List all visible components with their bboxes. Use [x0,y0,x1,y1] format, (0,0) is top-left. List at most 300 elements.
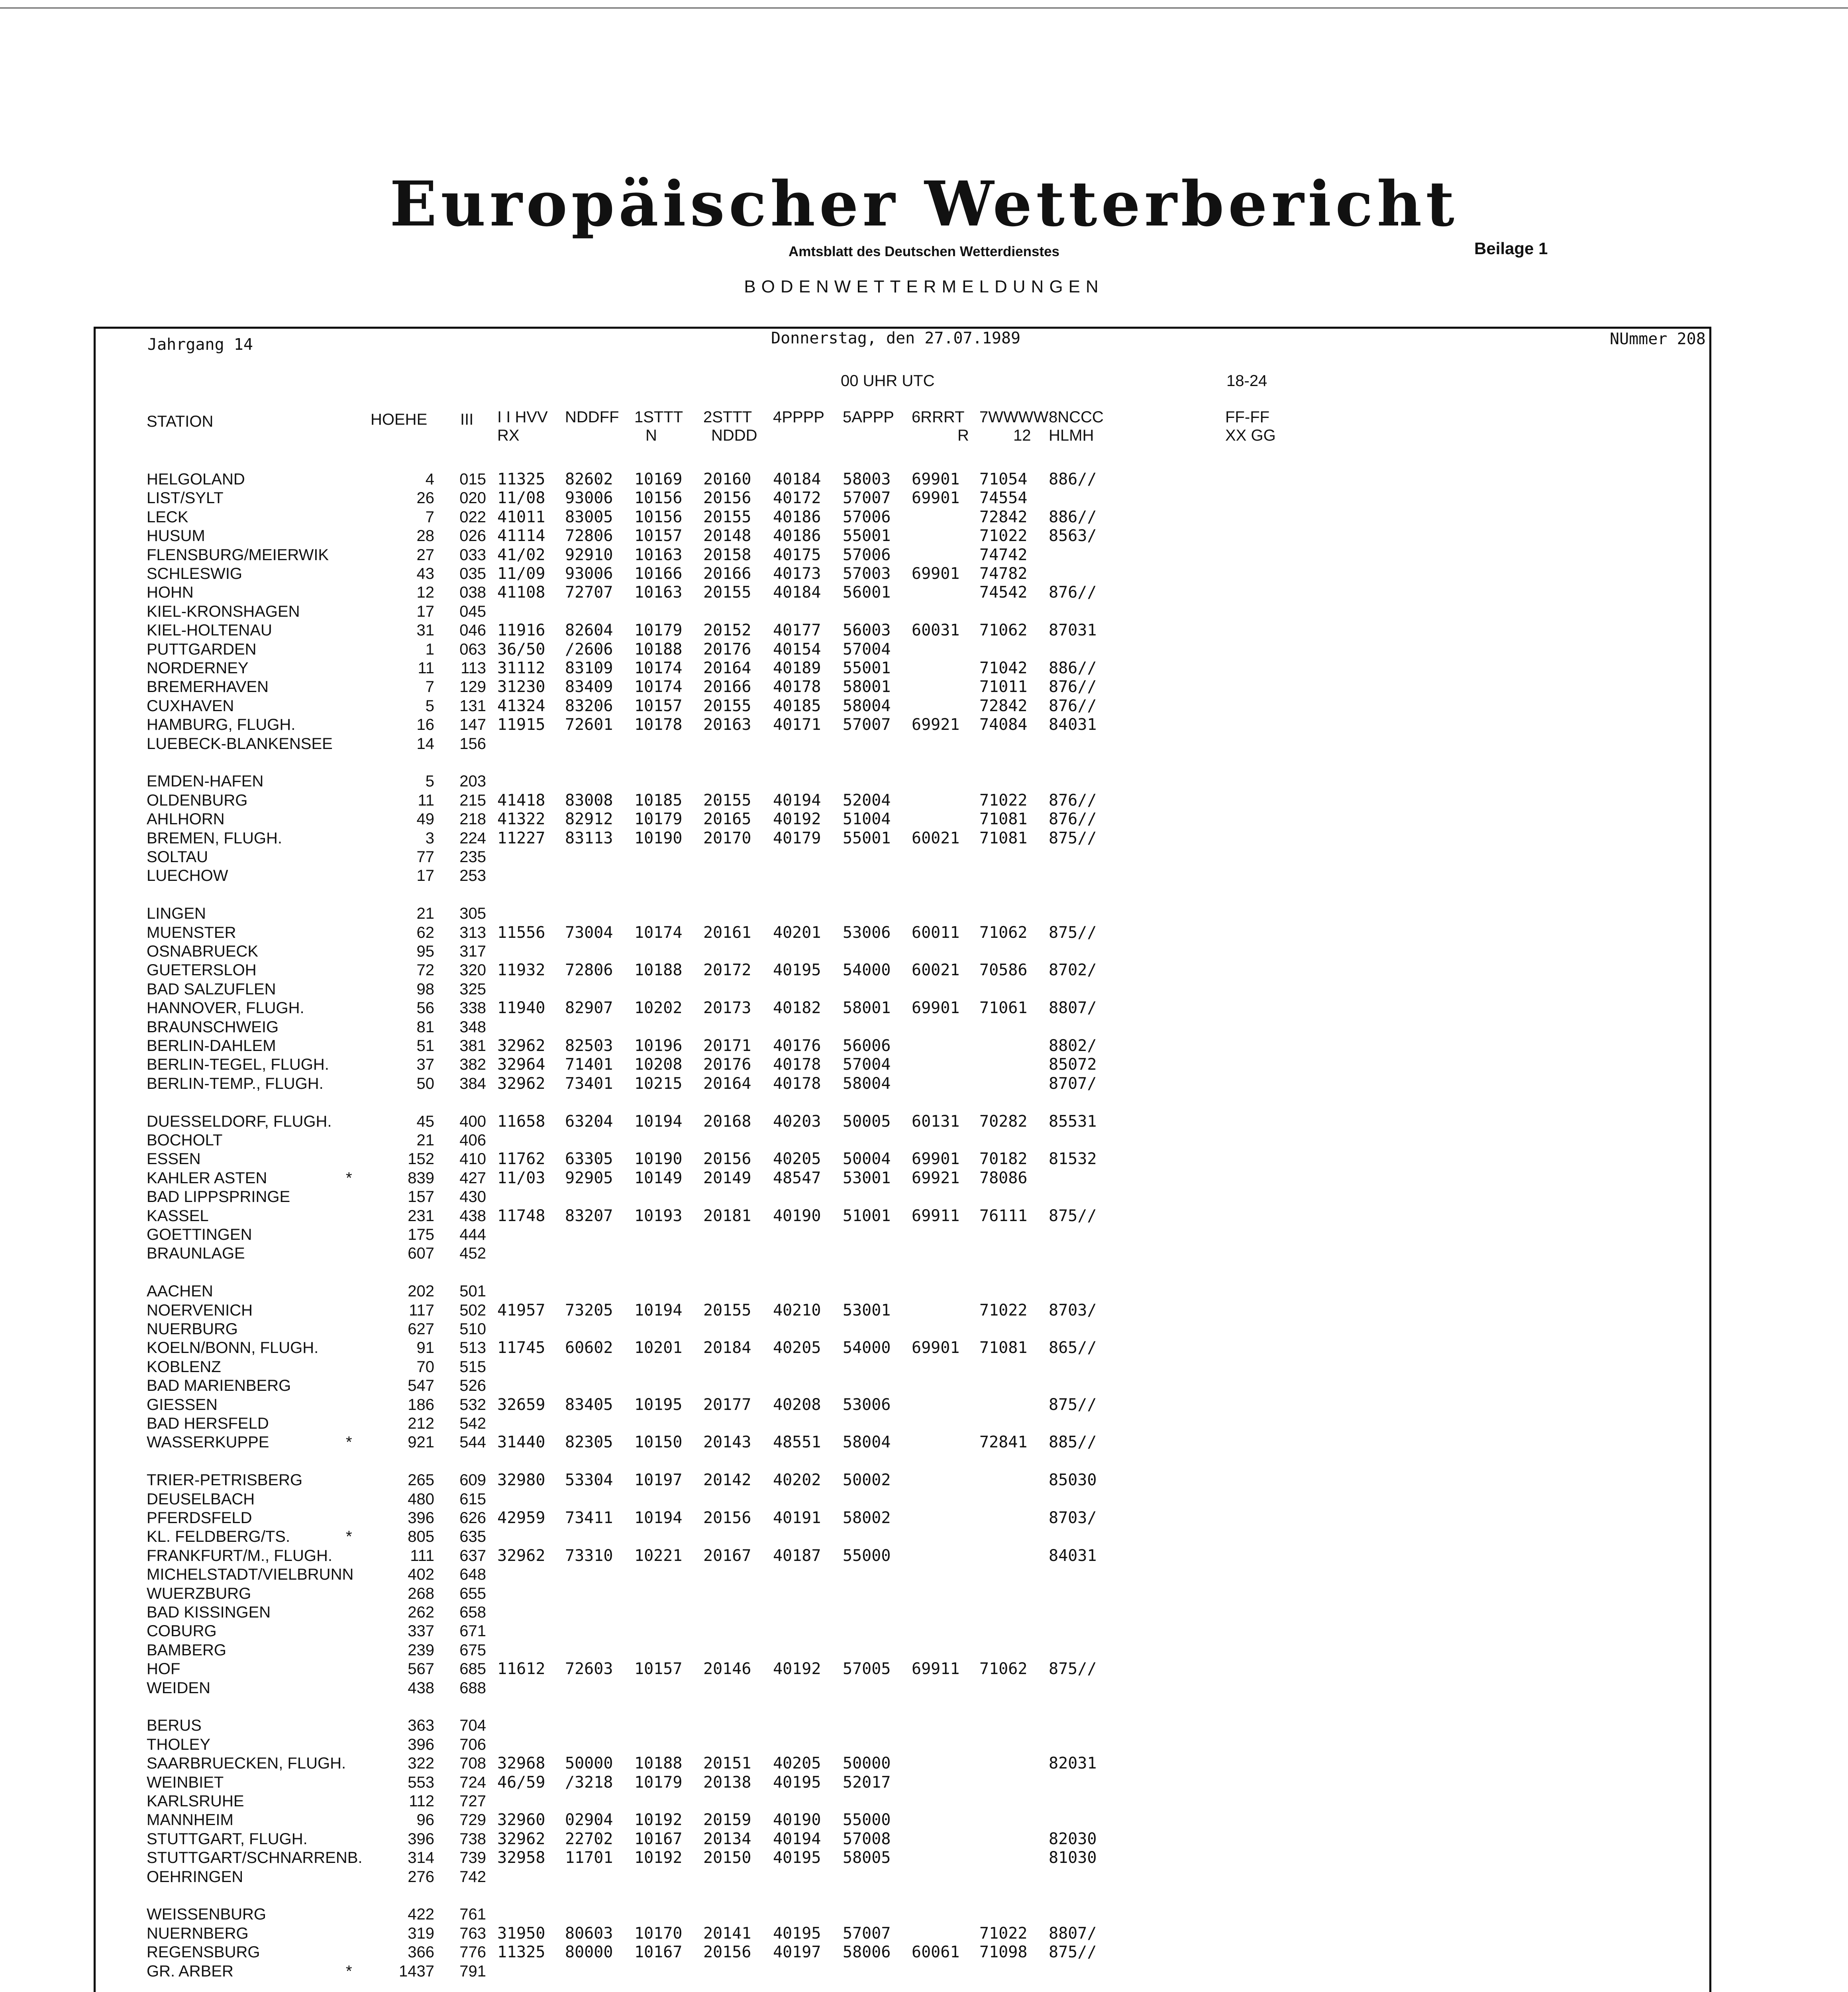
synop-group-5: 40192 [773,810,821,829]
col-3-bottom: N [645,427,657,444]
synop-group-4: 20156 [703,1150,751,1169]
time-range: 18-24 [1226,372,1267,390]
station-height: 7 [425,508,434,526]
station-name: BRAUNSCHWEIG [147,1018,279,1036]
table-row [0,1339,1848,1357]
synop-group-8: 74542 [979,583,1028,602]
station-index: 532 [459,1396,486,1414]
station-name: BERLIN-TEMP., FLUGH. [147,1074,324,1092]
synop-group-3: 10188 [634,640,683,659]
synop-group-3: 10188 [634,961,683,980]
synop-group-4: 20155 [703,583,751,602]
table-row [0,1509,1848,1527]
synop-group-2: 53304 [565,1471,613,1490]
synop-group-4: 20167 [703,1546,751,1565]
observation-time: 00 UHR UTC [841,372,935,390]
station-index: 501 [459,1282,486,1300]
table-row [0,1074,1848,1093]
station-name: BERLIN-DAHLEM [147,1037,276,1055]
synop-group-3: 10167 [634,1943,683,1962]
synop-group-1: 32960 [497,1811,545,1829]
station-index: 729 [459,1811,486,1829]
synop-group-7: 69921 [912,716,960,734]
synop-group-9: 886// [1049,470,1097,488]
station-index: 026 [459,527,486,545]
station-name: BREMERHAVEN [147,678,269,696]
synop-group-2: 22702 [565,1829,613,1848]
synop-group-8: 71022 [979,791,1028,810]
synop-group-5: 40195 [773,961,821,980]
synop-group-3: 10156 [634,508,683,526]
synop-group-7: 60031 [912,621,960,640]
station-index: 635 [459,1528,486,1546]
station-index: 325 [459,980,486,998]
synop-group-4: 20151 [703,1754,751,1773]
station-name: GR. ARBER [147,1962,233,1980]
synop-group-4: 20158 [703,545,751,564]
synop-group-9: 81030 [1049,1849,1097,1867]
station-height: 5 [425,697,434,715]
synop-group-6: 58002 [843,1509,891,1527]
synop-group-2: 82602 [565,470,613,488]
station-height: 627 [408,1320,434,1338]
station-index: 382 [459,1056,486,1074]
station-index: 513 [459,1339,486,1357]
synop-group-5: 48551 [773,1433,821,1452]
station-name: LECK [147,508,188,526]
table-row [0,1792,1848,1811]
synop-group-6: 58003 [843,470,891,488]
synop-group-4: 20166 [703,678,751,696]
synop-group-5: 40195 [773,1849,821,1867]
synop-group-2: 11701 [565,1849,613,1867]
table-row [0,1754,1848,1773]
synop-group-1: 32659 [497,1395,545,1414]
synop-group-1: 41108 [497,583,545,602]
synop-group-7: 69901 [912,999,960,1018]
synop-group-5: 40210 [773,1301,821,1320]
table-row [0,489,1848,508]
synop-group-5: 40187 [773,1546,821,1565]
table-row [0,697,1848,716]
synop-group-5: 40177 [773,621,821,640]
station-height: 111 [410,1547,434,1565]
synop-group-6: 53006 [843,923,891,942]
table-row [0,1188,1848,1206]
synop-group-6: 50002 [843,1471,891,1490]
station-height: 11 [418,659,434,677]
station-height: 51 [416,1037,434,1055]
station-name: WEIDEN [147,1679,210,1697]
station-name: HUSUM [147,527,205,545]
table-row [0,923,1848,942]
table-row [0,1396,1848,1414]
synop-group-4: 20168 [703,1112,751,1131]
station-name: CUXHAVEN [147,697,234,715]
synop-group-7: 60131 [912,1112,960,1131]
synop-group-6: 54000 [843,961,891,980]
synop-group-9: 876// [1049,696,1097,715]
synop-group-9: 885// [1049,1433,1097,1452]
synop-group-3: 10193 [634,1206,683,1225]
table-row [0,1282,1848,1301]
synop-group-3: 10156 [634,489,683,508]
table-row [0,1433,1848,1452]
synop-group-9: 85072 [1049,1055,1097,1074]
col-hoehe: HOEHE [371,411,428,428]
synop-group-2: /3218 [565,1773,613,1792]
synop-group-8: 74782 [979,565,1028,583]
station-height: 62 [416,923,434,941]
synop-group-1: 32968 [497,1754,545,1773]
station-name: PFERDSFELD [147,1509,252,1527]
station-index: 452 [459,1245,486,1263]
table-row [0,1112,1848,1131]
station-height: 547 [408,1377,434,1395]
synop-group-2: 72603 [565,1660,613,1678]
col-station: STATION [147,413,214,430]
station-index: 444 [459,1226,486,1243]
synop-group-1: 41418 [497,791,545,810]
synop-group-2: 82305 [565,1433,613,1452]
table-row [0,1830,1848,1849]
table-row [0,980,1848,999]
station-height: 396 [408,1509,434,1527]
synop-group-7: 69901 [912,1339,960,1357]
synop-group-5: 40175 [773,545,821,564]
station-name: MICHELSTADT/VIELBRUNN [147,1566,354,1584]
synop-group-3: 10194 [634,1509,683,1527]
table-row [0,1641,1848,1660]
synop-group-1: 32980 [497,1471,545,1490]
synop-group-6: 57007 [843,716,891,734]
station-name: BERLIN-TEGEL, FLUGH. [147,1056,329,1074]
synop-group-4: 20155 [703,508,751,526]
station-height: 276 [408,1868,434,1886]
station-index: 706 [459,1735,486,1753]
synop-group-3: 10194 [634,1301,683,1320]
station-index: 218 [459,810,486,828]
synop-group-5: 40192 [773,1660,821,1678]
table-row [0,1924,1848,1943]
synop-group-7: 60011 [912,923,960,942]
station-name: BAD LIPPSPRINGE [147,1188,290,1206]
synop-group-1: 11612 [497,1660,545,1678]
station-name: HELGOLAND [147,471,245,488]
synop-group-9: 85531 [1049,1112,1097,1131]
station-height: 37 [416,1056,434,1074]
synop-group-5: 40186 [773,527,821,545]
station-index: 035 [459,565,486,582]
station-height: 262 [408,1604,434,1621]
col-7-header [912,408,969,445]
synop-group-2: 73310 [565,1546,613,1565]
synop-group-8: 70282 [979,1112,1028,1131]
synop-group-5: 40205 [773,1150,821,1169]
synop-group-4: 20177 [703,1395,751,1414]
report-date: Donnerstag, den 27.07.1989 [771,329,1021,347]
synop-group-6: 52004 [843,791,891,810]
synop-group-1: 41957 [497,1301,545,1320]
station-height: 91 [416,1339,434,1357]
synop-group-2: 92910 [565,545,613,564]
station-name: NORDERNEY [147,659,249,677]
station-name: BRAUNLAGE [147,1245,245,1263]
col-5-header [773,408,824,426]
station-height: 422 [408,1906,434,1923]
synop-group-1: 11/09 [497,565,545,583]
synop-group-1: 11748 [497,1206,545,1225]
synop-group-2: 82604 [565,621,613,640]
station-index: 384 [459,1074,486,1092]
synop-group-9: 8802/ [1049,1037,1097,1055]
synop-group-5: 40178 [773,1055,821,1074]
table-row [0,1565,1848,1584]
station-index: 776 [459,1943,486,1961]
synop-group-4: 20172 [703,961,751,980]
station-index: 626 [459,1509,486,1527]
synop-group-6: 57004 [843,1055,891,1074]
station-height: 45 [416,1112,434,1130]
synop-group-1: 46/59 [497,1773,545,1792]
station-index: 542 [459,1415,486,1432]
station-index: 675 [459,1641,486,1659]
synop-group-7: 69901 [912,1150,960,1169]
synop-group-8: 71062 [979,1660,1028,1678]
table-row [0,999,1848,1018]
synop-group-3: 10178 [634,716,683,734]
table-row [0,1490,1848,1509]
synop-group-2: 72601 [565,716,613,734]
synop-group-6: 58006 [843,1943,891,1962]
synop-group-1: 42959 [497,1509,545,1527]
col-4-bottom: NDDD [711,427,757,444]
table-row [0,716,1848,734]
station-index: 438 [459,1207,486,1225]
synop-group-6: 57007 [843,1924,891,1943]
synop-group-3: 10169 [634,470,683,488]
synop-group-5: 40191 [773,1509,821,1527]
table-row [0,1603,1848,1622]
col-3-header [634,408,683,445]
station-index: 609 [459,1471,486,1489]
station-index: 430 [459,1188,486,1206]
jahrgang: Jahrgang 14 [147,335,253,354]
synop-group-5: 40190 [773,1206,821,1225]
station-name: KIEL-KRONSHAGEN [147,602,300,620]
synop-group-2: 82912 [565,810,613,829]
synop-group-5: 40202 [773,1471,821,1490]
synop-group-6: 53001 [843,1301,891,1320]
col-7-top: 6RRRT [912,408,965,426]
station-index: 791 [459,1962,486,1980]
station-height: 14 [416,735,434,753]
table-row [0,1584,1848,1603]
station-height: 268 [408,1584,434,1602]
synop-group-2: 63305 [565,1150,613,1169]
synop-group-2: 02904 [565,1811,613,1829]
station-name: NUERNBERG [147,1924,249,1942]
synop-group-4: 20165 [703,810,751,829]
synop-group-8: 76111 [979,1206,1028,1225]
table-row [0,1735,1848,1754]
synop-group-8: 70586 [979,961,1028,980]
synop-group-3: 10150 [634,1433,683,1452]
synop-group-6: 58004 [843,1074,891,1093]
station-index: 685 [459,1660,486,1678]
table-row [0,848,1848,867]
station-name: HAMBURG, FLUGH. [147,716,296,734]
station-height: 319 [408,1924,434,1942]
synop-group-5: 40182 [773,999,821,1018]
synop-group-9: 8807/ [1049,999,1097,1018]
synop-group-9: 875// [1049,1943,1097,1962]
synop-group-7: 69901 [912,565,960,583]
station-index: 515 [459,1358,486,1376]
station-height: 314 [408,1849,434,1867]
synop-group-4: 20170 [703,829,751,847]
station-height: 157 [408,1188,434,1206]
station-index: 727 [459,1792,486,1810]
synop-group-6: 54000 [843,1339,891,1357]
table-row [0,1905,1848,1924]
col-1-bottom: RX [497,427,520,444]
station-name: KOBLENZ [147,1358,221,1376]
station-index: 742 [459,1868,486,1886]
station-height: 17 [416,602,434,620]
synop-group-5: 40201 [773,923,821,942]
synop-group-3: 10190 [634,829,683,847]
station-height: 95 [416,943,434,960]
synop-group-5: 40197 [773,1943,821,1962]
synop-group-2: 83207 [565,1206,613,1225]
station-index: 544 [459,1433,486,1451]
station-index: 655 [459,1584,486,1602]
synop-group-2: 63204 [565,1112,613,1131]
synop-group-4: 20150 [703,1849,751,1867]
station-height: 186 [408,1396,434,1414]
station-index: 129 [459,678,486,696]
synop-group-5: 40186 [773,508,821,526]
synop-group-8: 72841 [979,1433,1028,1452]
col-1-top: I I HVV [497,408,548,426]
synop-group-5: 40194 [773,791,821,810]
synop-group-5: 40172 [773,489,821,508]
synop-group-3: 10174 [634,659,683,677]
station-name: NOERVENICH [147,1301,253,1319]
station-name: BOCHOLT [147,1131,223,1149]
station-name: COBURG [147,1622,217,1640]
station-name: DEUSELBACH [147,1490,255,1508]
station-index: 406 [459,1131,486,1149]
synop-group-1: 32964 [497,1055,545,1074]
station-height: 438 [408,1679,434,1697]
station-name: FRANKFURT/M., FLUGH. [147,1547,332,1565]
synop-group-8: 71022 [979,527,1028,545]
synop-group-6: 53006 [843,1395,891,1414]
synop-group-2: 72707 [565,583,613,602]
synop-group-7: 69921 [912,1169,960,1187]
synop-group-9: 84031 [1049,1546,1097,1565]
synop-group-2: 60602 [565,1339,613,1357]
col-3-top: 1STTT [634,408,683,426]
station-name: NUERBURG [147,1320,238,1338]
synop-group-5: 40195 [773,1924,821,1943]
synop-group-8: 71022 [979,1924,1028,1943]
station-height: 337 [408,1622,434,1640]
synop-group-3: 10167 [634,1829,683,1848]
synop-group-1: 32962 [497,1829,545,1848]
station-name: GIESSEN [147,1396,218,1414]
synop-group-9: 84031 [1049,716,1097,734]
synop-group-3: 10190 [634,1150,683,1169]
synop-group-1: 11325 [497,1943,545,1962]
station-height: 21 [416,905,434,923]
col-6-top: 5APPP [843,408,894,426]
synop-group-8: 71042 [979,659,1028,677]
synop-group-1: 31950 [497,1924,545,1943]
synop-group-6: 57004 [843,640,891,659]
synop-group-2: 71401 [565,1055,613,1074]
table-row [0,1169,1848,1188]
synop-group-2: 50000 [565,1754,613,1773]
station-height: 839 [408,1169,434,1187]
station-index: 763 [459,1924,486,1942]
station-index: 348 [459,1018,486,1036]
col-9-bottom: HLMH [1049,427,1094,444]
synop-group-8: 71081 [979,1339,1028,1357]
table-row [0,1716,1848,1735]
synop-group-4: 20138 [703,1773,751,1792]
station-name: TRIER-PETRISBERG [147,1471,303,1489]
table-row [0,1943,1848,1962]
station-name: LUEBECK-BLANKENSEE [147,735,333,753]
station-name: WUERZBURG [147,1584,251,1602]
synop-group-9: 875// [1049,923,1097,942]
synop-group-4: 20166 [703,565,751,583]
issue-number: NUmmer 208 [1610,330,1706,348]
station-height: 70 [416,1358,434,1376]
station-index: 224 [459,829,486,847]
synop-group-2: 93006 [565,489,613,508]
station-name: LINGEN [147,905,206,923]
table-row [0,527,1848,545]
station-index: 708 [459,1755,486,1772]
synop-group-6: 55001 [843,829,891,847]
synop-group-2: 83008 [565,791,613,810]
synop-group-6: 50004 [843,1150,891,1169]
synop-group-9: 8703/ [1049,1509,1097,1527]
synop-group-4: 20146 [703,1660,751,1678]
synop-group-3: 10179 [634,1773,683,1792]
synop-group-1: 31440 [497,1433,545,1452]
synop-group-1: 41/02 [497,545,545,564]
table-row [0,565,1848,583]
station-height: 27 [416,546,434,564]
table-row [0,1207,1848,1225]
station-height: 96 [416,1811,434,1829]
station-name: GUETERSLOH [147,961,257,979]
synop-group-1: 11556 [497,923,545,942]
station-height: 265 [408,1471,434,1489]
synop-group-4: 20164 [703,659,751,677]
station-index: 381 [459,1037,486,1055]
station-name: OLDENBURG [147,791,248,809]
station-index: 317 [459,943,486,960]
synop-group-2: 93006 [565,565,613,583]
station-index: 033 [459,546,486,564]
synop-group-3: 10185 [634,791,683,810]
